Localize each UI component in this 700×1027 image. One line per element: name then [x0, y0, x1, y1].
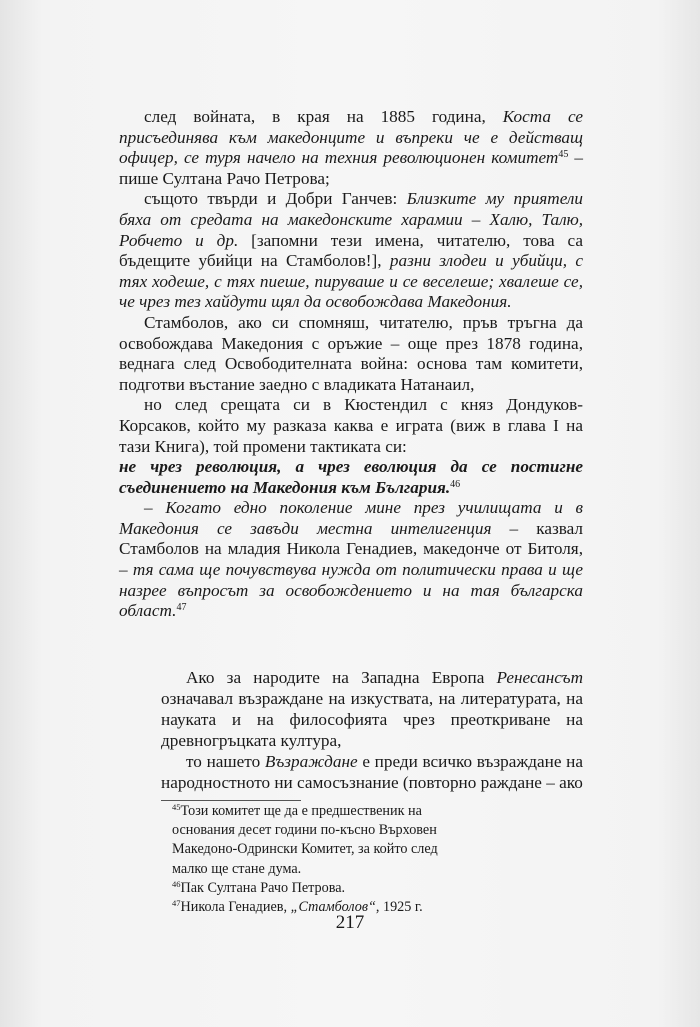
quote-text: – Когато едно поколение мине през училищата и в Македония се завъди местна интелигенция [119, 498, 583, 538]
paragraph-5-emphasis [119, 457, 583, 498]
paragraph-1 [119, 107, 583, 189]
paragraph-6 [119, 498, 583, 622]
footnote-ref-45: 45 [558, 149, 569, 161]
paragraph-7 [161, 667, 583, 751]
footnote-ref-46: 46 [450, 478, 461, 490]
text-span: означавал възраждане на изкуствата, на литературата, на науката и на философията чрез преоткриване на древногръцката култура, [161, 689, 583, 750]
footnote-text: Този комитет ще да е предшественик на основания десет години по-късно Върховен Македоно-Одрински Комитет, за който след малко ще стане дума. [172, 803, 438, 877]
footnotes [172, 802, 472, 917]
footnote-title: „Стамболов“ [290, 899, 376, 916]
footnote-text: Никола Генадиев, [180, 899, 291, 916]
text-span: след войната, в края на 1885 година, [144, 107, 503, 126]
paragraph-8 [161, 751, 583, 793]
text-span: – пише Султана Рачо Петрова; [119, 148, 583, 188]
text-span: – казвал Стамболов на младия Никола Генадиев, македонче от Битоля, [119, 518, 583, 559]
quote-text: разни злодеи и убийци, с тях ходеше, с тях пиеше, пируваше и се веселеше; хвалеше се, че чрез тез хайдути щял да освобождава Македония. [119, 251, 583, 312]
quote-text: Близките му приятели бяха от средата на македонските харамии – Халю, Талю, Робчето и др. [119, 189, 583, 250]
footnote-45 [172, 802, 472, 879]
text-span: същото твърди и Добри Ганчев: [144, 189, 407, 209]
footnote-46 [172, 879, 472, 898]
paragraph-4: но след срещата си в Кюстендил с княз Дондуков-Корсаков, който му разказа каква е играта (виж в глава I на тази Книга), той промени тактиката си: [119, 395, 583, 456]
footnote-number: 47 [172, 898, 181, 909]
footnote-divider [161, 800, 301, 801]
text-span: то нашето [186, 752, 265, 771]
emphasis-text: Възраждане [264, 752, 358, 771]
footnote-number: 46 [172, 878, 181, 889]
quote-text: Коста се присъединява към македонците и въпреки че е действащ офицер, се туря начело на техния революционен комитет [119, 107, 583, 168]
footnote-text: Пак Султана Рачо Петрова. [180, 879, 346, 896]
main-text [119, 107, 583, 622]
footnote-ref-47: 47 [176, 602, 187, 614]
emphasis-text: Ренесансът [496, 668, 583, 687]
page-number: 217 [335, 912, 365, 933]
paragraph-3: Стамболов, ако си спомняш, читателю, пръв тръгна да освобождава Македония с оръжие – още през 1878 година, веднага след Освободителната война: основа там комитети, подготви въстание заедно с владиката Натанаил, [119, 312, 583, 394]
footnote-text: , 1925 г. [375, 899, 423, 916]
paragraph-2 [119, 189, 583, 313]
text-span: [запомни тези имена, читателю, това са бъдещите убийци на Стамболов!], [119, 230, 583, 271]
quote-text: – тя сама ще почувствува нужда от политически права и ще назрее въпросът за освобождението и на тая българска област. [119, 560, 583, 621]
footnote-number: 45 [172, 802, 181, 812]
text-span: Ако за народите на Западна Европа [186, 668, 497, 687]
indented-block [161, 667, 583, 793]
text-span: е преди всичко възраждане на народностното ни самосъзнание (повторно раждане – ако [161, 752, 583, 792]
bold-italic-text: не чрез революция, а чрез еволюция да се постигне съединението на Македония към България. [119, 457, 583, 497]
